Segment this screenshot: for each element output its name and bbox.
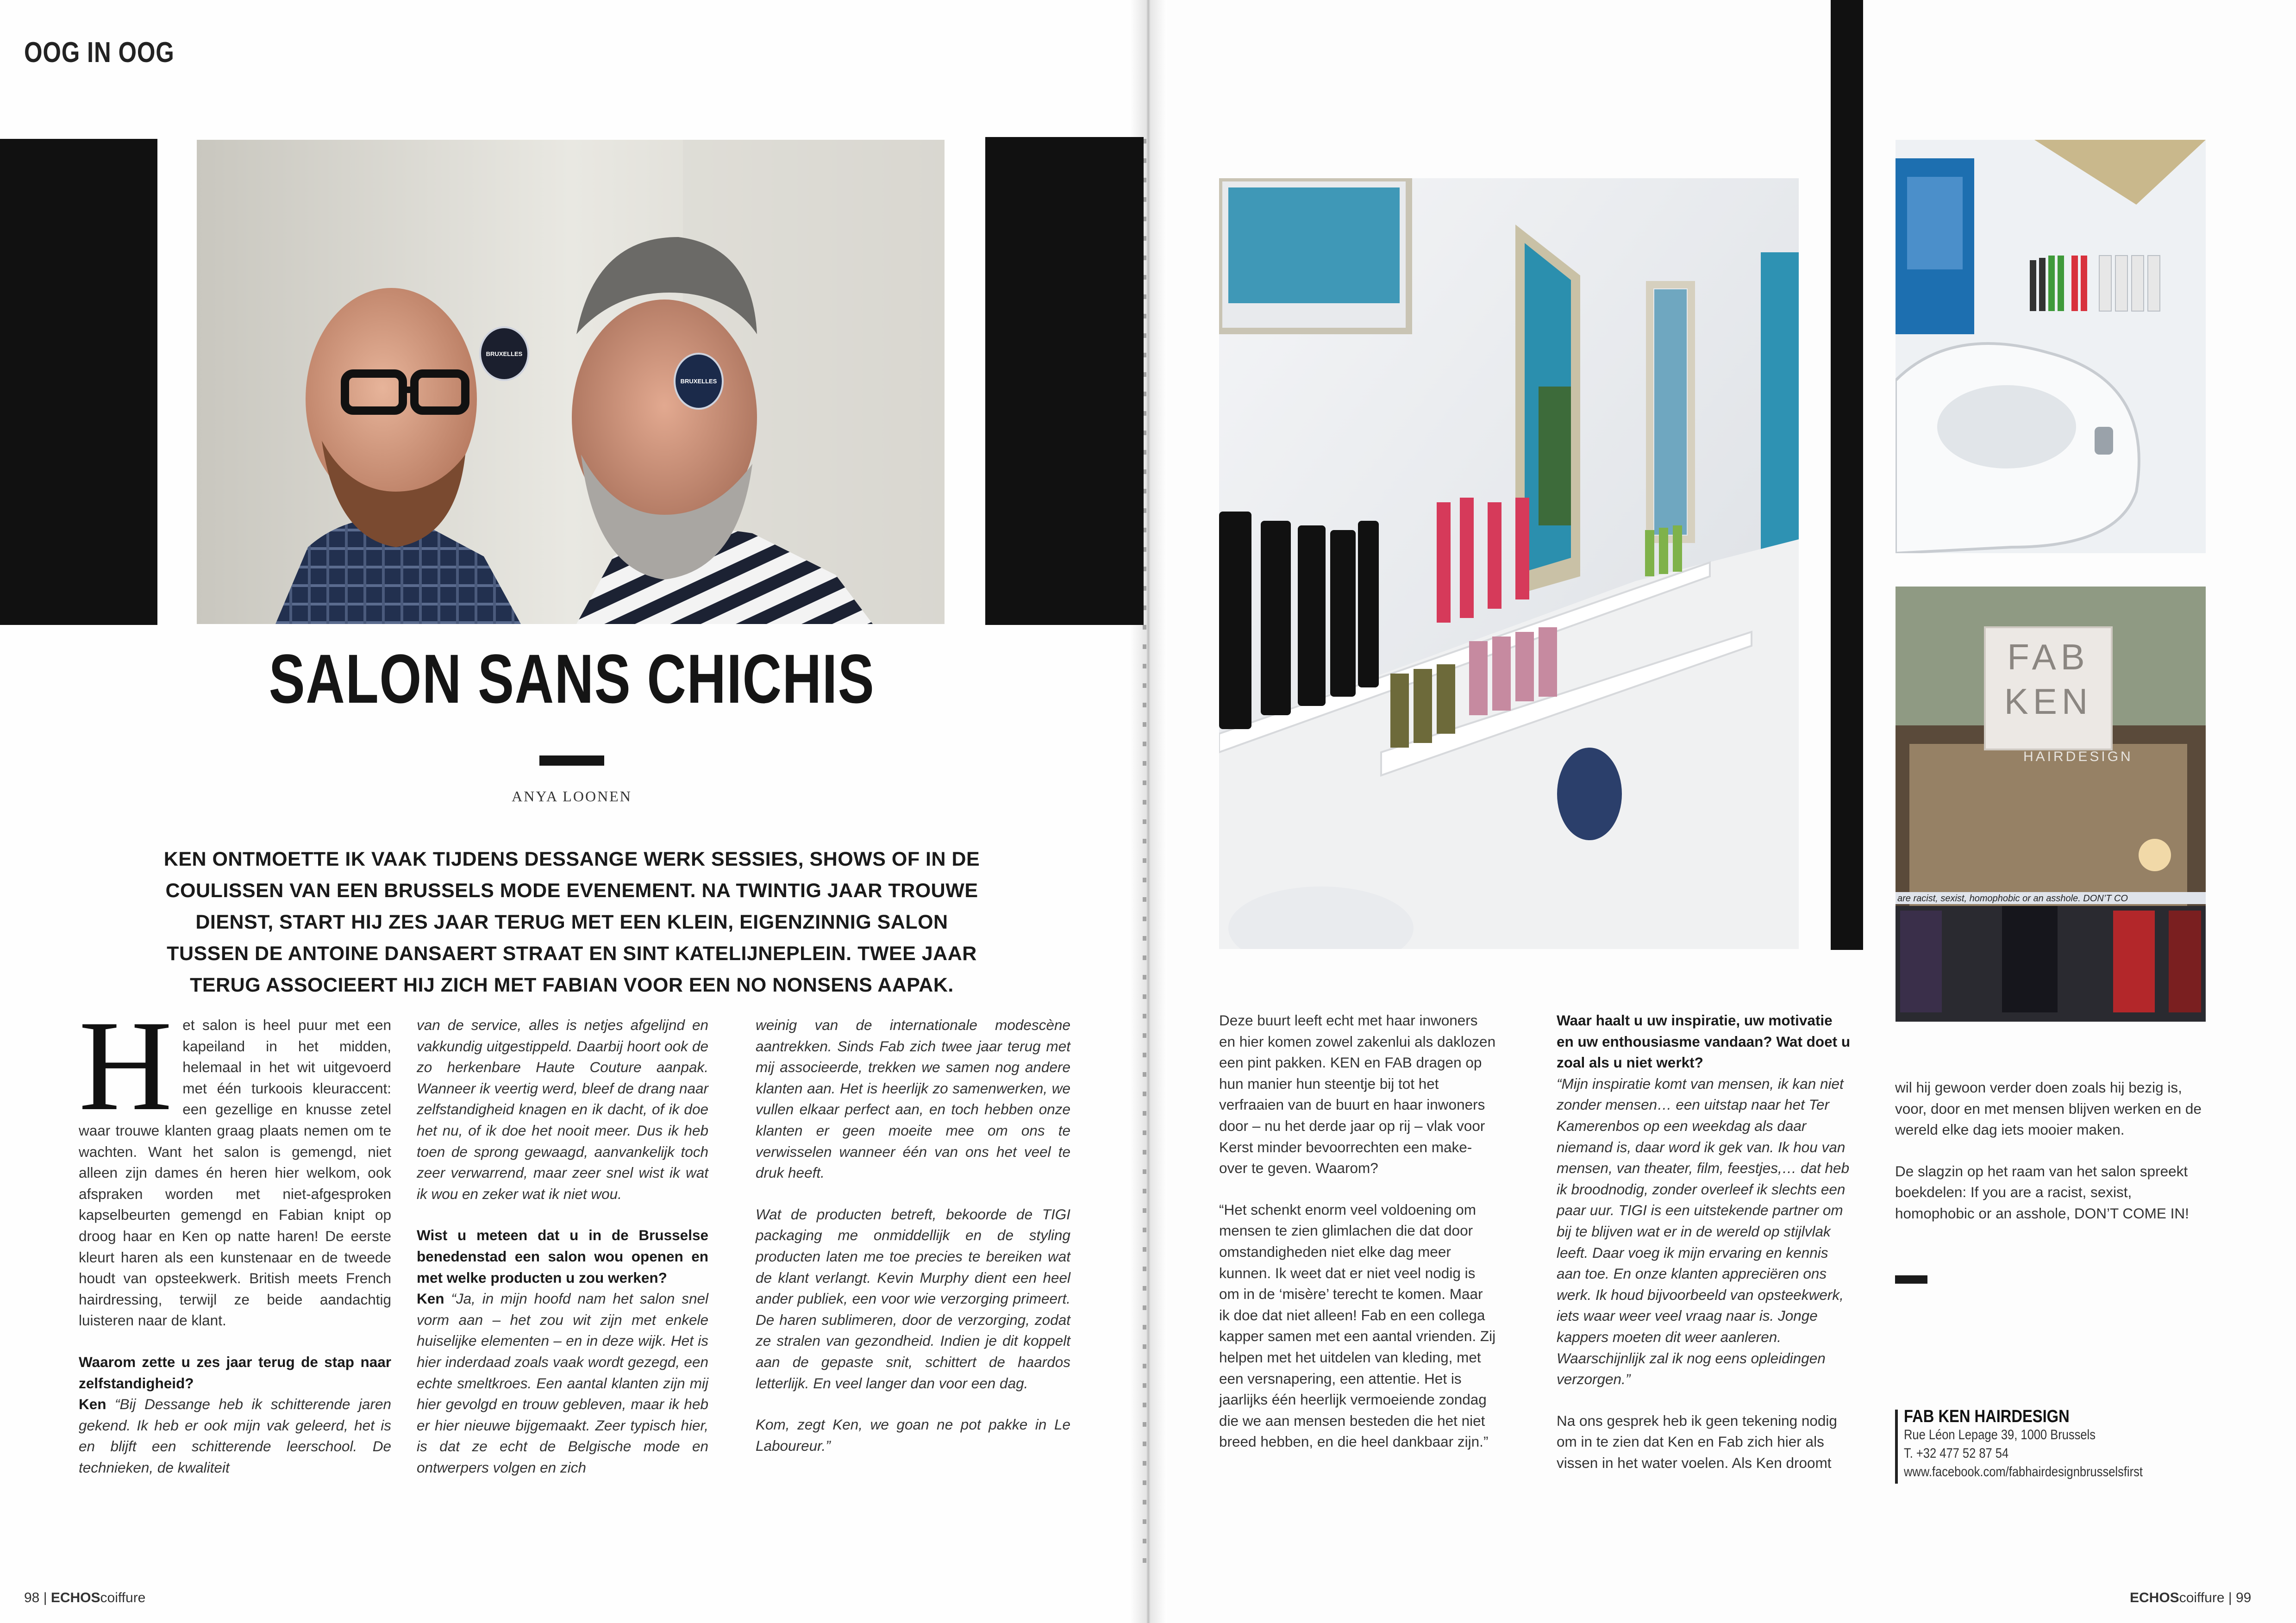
col6-paragraph-2: De slagzin op het raam van het salon spreekt boekdelen: If you are a racist, sexist, homophobic or an asshole, DON’T COME IN! [1895, 1162, 2189, 1222]
wash-basin-photo [1896, 140, 2206, 553]
col1-paragraph: et salon is heel puur met een kapeiland in het midden, helemaal in het wit uitgevoerd met één turkoois kleuraccent: een gezellige en knusse zetel waar trouwe klanten graag plaats nemen om te wachten. Want het salon is gemengd, niet alleen zijn dames én heren hier welkom, ook afspraken worden met niet-afgesproken kapselbeurten gemengd en Fabian knipt op droog haar en Ken op natte haren! De eerste kleurt haren als een kunstenaar en de tweede houdt van opsteekwerk. British meets French hairdressing, terwijl ze beide aandachtig luisteren naar de klant. [79, 1017, 391, 1329]
brand-bold: ECHOS [2130, 1590, 2179, 1605]
left-black-bar [0, 139, 157, 625]
sticker-text: BRUXELLES [680, 378, 717, 385]
sign-hairdesign: HAIRDESIGN [2023, 749, 2133, 764]
sticker-badge-left [479, 326, 529, 381]
brand-bold: ECHOS [50, 1590, 100, 1605]
title-rule [539, 755, 604, 766]
column-4 [1219, 1010, 1497, 1473]
column-1 [79, 993, 391, 1498]
answer-2: “Ja, in mijn hoofd nam het salon snel vorm aan – het zou wit zijn met enkele huiselijke elementen – en in deze wijk. Het is hier inderdaad zoals vaak wordt gezegd, een echte smeltkroes. Een aantal klanten zijn mij hier gevolgd en trouw gebleven, maar ik heb er hier nieuwe bijgemaakt. Zeer typisch hier, is dat ze echt de Belgische mode en ontwerpers volgen en zich [417, 1290, 708, 1476]
col6-paragraph-1: wil hij gewoon verder doen zoals hij bezig is, voor, door en met mensen blijven werken en de wereld elke dag iets mooier maken. [1895, 1079, 2202, 1138]
folio-left: 98 | ECHOScoiffure [24, 1590, 146, 1605]
center-black-bar [985, 137, 1144, 625]
info-bar [1895, 1410, 1898, 1484]
byline: ANYA LOONEN [512, 788, 632, 805]
answer-1: “Bij Dessange heb ik schitterende jaren gekend. Ik heb er ook mijn vak geleerd, het is en blijft een schitterende leerschool. De technieken, de kwaliteit [79, 1396, 391, 1476]
brand-rest: coiffure [2179, 1590, 2225, 1605]
window-slogan: are racist, sexist, homophobic or an asshole. DON’T CO [1897, 893, 2205, 904]
article-title: SALON SANS CHICHIS [269, 640, 875, 718]
salon-web-link[interactable]: www.facebook.com/fabhairdesignbrusselsfirst [1904, 1464, 2143, 1479]
sign-ken: KEN [2004, 681, 2093, 722]
sticker-text: BRUXELLES [486, 350, 523, 357]
column-3 [756, 1015, 1070, 1477]
portrait-photo [197, 140, 945, 624]
salon-interior-photo [1219, 178, 1799, 949]
end-rule [1895, 1275, 1927, 1284]
page-number: 98 [24, 1590, 40, 1605]
col3-paragraph-3: Kom, zegt Ken, we goan ne pot pakke in Le Laboureur.” [756, 1416, 1070, 1454]
drop-cap: H [79, 993, 173, 1137]
col3-paragraph-1: weinig van de internationale modescène aantrekken. Sinds Fab zich twee jaar terug met mij associeerde, trekken we samen nog andere klanten aan. Het is heerlijk zo samenwerken, we vullen elkaar perfect aan, en toch hebben onze klanten er geen moeite mee om ons te verwisselen wanneer één van ons het veel te druk heeft. [756, 1017, 1070, 1181]
question-1: Waarom zette u zes jaar terug de stap naar zelfstandigheid? [79, 1353, 391, 1392]
question-2: Wist u meteen dat u in de Brusselse benedenstad een salon wou openen en met welke producten u zou werken? [417, 1227, 708, 1286]
answer-3: “Mijn inspiratie komt van mensen, ik kan niet zonder mensen… een uitstap naar het Ter Kamerenbos op een weekdag als daar niemand is, daar word ik gek van. Ik hou van mensen, van theater, film, feestjes,… dat heb ik broodnodig, zonder overleef ik slechts een paar uur. TIGI is een uitstekende partner om bij te blijven wat er in de wereld op stijlvlak leeft. Daar voeg ik mijn ervaring en kennis aan toe. En onze klanten appreciëren ons werk. Ik houd bijvoorbeeld van opsteekwerk, iets waar weer veel vraag naar is. Jonge kappers moeten dit weer aanleren. Waarschijnlijk zal ik nog eens opleidingen verzorgen.” [1557, 1075, 1850, 1388]
col5-paragraph-2: Na ons gesprek heb ik geen tekening nodig om in te zien dat Ken en Fab zich hier als vissen in het water voelen. Als Ken droomt [1557, 1412, 1837, 1471]
question-3: Waar haalt u uw inspiratie, uw motivatie en uw enthousiasme vandaan? Wat doet u zoal als u niet werkt? [1557, 1012, 1851, 1071]
salon-info [1904, 1407, 2185, 1481]
salon-phone: T. +32 477 52 87 54 [1904, 1446, 2009, 1461]
column-5 [1557, 1010, 1853, 1494]
right-vertical-bar [1831, 0, 1863, 950]
salon-sign [1984, 626, 2113, 750]
folio-right: ECHOScoiffure | 99 [2130, 1590, 2252, 1605]
column-6 [1895, 1077, 2215, 1245]
page-number: 99 [2236, 1590, 2252, 1605]
brand-rest: coiffure [100, 1590, 146, 1605]
speaker-ken: Ken [417, 1290, 444, 1307]
speaker-ken: Ken [79, 1396, 106, 1413]
sign-fab: FAB [2007, 637, 2090, 677]
col4-paragraph-1: Deze buurt leeft echt met haar inwoners en hier komen zowel zakenlui als daklozen een pint pakken. KEN en FAB dragen op hun manier hun steentje bij tot het verfraaien van de buurt en haar inwoners door – nu het derde jaar op rij – vlak voor Kerst minder bevoorrechten een make-over te geven. Waarom? [1219, 1012, 1496, 1177]
intro-paragraph: KEN ONTMOETTE IK VAAK TIJDENS DESSANGE WERK SESSIES, SHOWS OF IN DE COULISSEN VAN EEN BRUSSELS MODE EVENEMENT. NA TWINTIG JAAR TROUWE DIENST, START HIJ ZES JAAR TERUG MET EEN KLEIN, EIGENZINNIG SALON TUSSEN DE ANTOINE DANSAERT STRAAT EN SINT KATELIJNEPLEIN. TWEE JAAR TERUG ASSOCIEERT HIJ ZICH MET FABIAN VOOR EEN NO NONSENS AAPAK. [163, 848, 980, 996]
salon-name: FAB KEN HAIRDESIGN [1904, 1407, 2070, 1426]
column-2 [417, 1015, 708, 1498]
salon-address: Rue Léon Lepage 39, 1000 Brussels [1904, 1427, 2096, 1442]
col3-paragraph-2: Wat de producten betreft, bekoorde de TIGI packaging me onmiddellijk en de styling producten laten me toe precies te bereiken wat de klant verlangt. Kevin Murphy dient een heel ander publiek, een voor wie verzorging primeert. De haren sublimeren, door de verzorging, zodat ze stralen van gezondheid. Indien je dit koppelt aan de gepaste snit, schittert de haardos letterlijk. En veel langer dan voor een dag. [756, 1205, 1070, 1392]
section-label: OOG IN OOG [24, 37, 175, 69]
sticker-badge-right [674, 353, 724, 410]
col2-paragraph: van de service, alles is netjes afgelijnd en vakkundig uitgestippeld. Daarbij hoort ook de zo herkenbare Haute Couture aanpak. Wanneer ik veertig werd, bleef de drang naar zelfstandigheid knagen en ik dacht, of ik doe het nu, of ik doe het nooit meer. Dus ik heb toen de sprong gewaagd, aanvankelijk toch zeer verwarrend, maar zeer snel wist ik wat ik wou en zeker wat ik niet wou. [417, 1017, 708, 1202]
col4-paragraph-2: “Het schenkt enorm veel voldoening om mensen te zien glimlachen die dat door omstandigheden niet elke dag meer kunnen. Ik weet dat er niet veel nodig is om in de ‘misère’ terecht te komen. Maar ik doe dat niet alleen! Fab en een collega kapper samen met een aantal vrienden. Zij helpen met het uitdelen van kleding, met een versnapering, een attentie. Het is jaarlijks één heerlijk vermoeiende zondag die we aan mensen besteden die het niet breed hebben, en die heel dankbaar zijn.” [1219, 1201, 1496, 1450]
